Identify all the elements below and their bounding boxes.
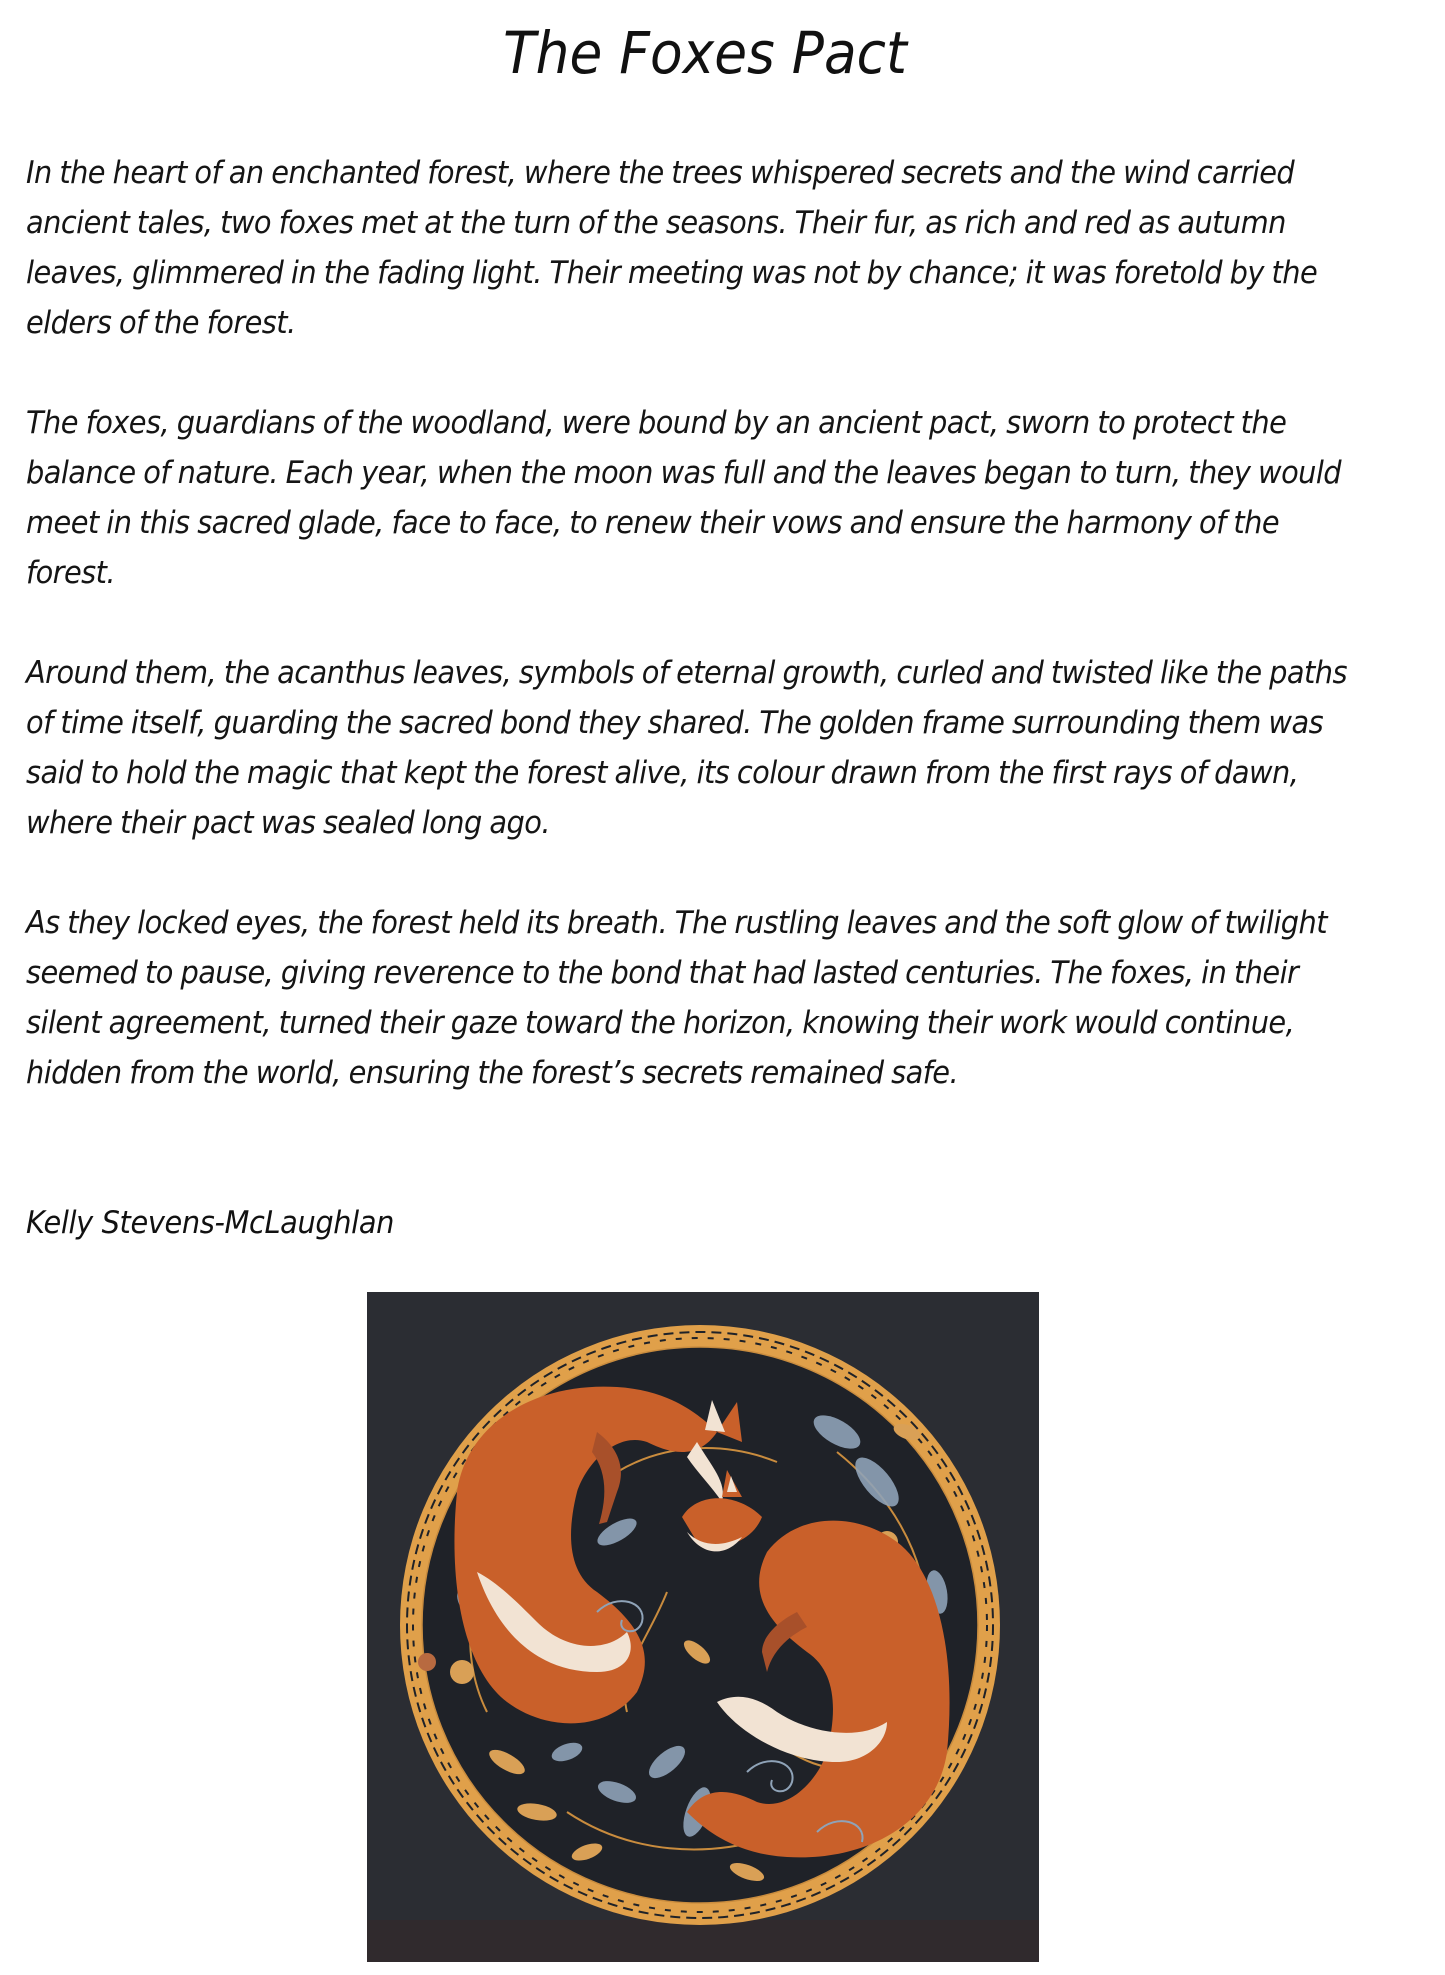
paragraph-line: meet in this sacred glade, face to face, to renew their vows and ensure the harmony of the [26,505,1280,541]
paragraph-line: leaves, glimmered in the fading light. Their meeting was not by chance; it was foretold by the [26,255,1318,291]
fox-illustration [367,1292,1039,1962]
paragraph-1 [26,148,1384,348]
paragraph-3 [26,648,1384,848]
paragraph-line: As they locked eyes, the forest held its breath. The rustling leaves and the soft glow of twilight [26,905,1328,941]
author-name: Kelly Stevens-McLaughlan [26,1205,395,1241]
paragraph-line: silent agreement, turned their gaze toward the horizon, knowing their work would continue, [26,1005,1295,1041]
paragraph-4 [26,898,1384,1098]
paragraph-line: ancient tales, two foxes met at the turn of the seasons. Their fur, as rich and red as autumn [26,205,1286,241]
paragraph-line: forest. [26,555,115,591]
paragraph-line: In the heart of an enchanted forest, where the trees whispered secrets and the wind carried [26,155,1295,191]
paragraph-line: said to hold the magic that kept the forest alive, its colour drawn from the first rays of dawn, [26,755,1299,791]
paragraph-line: seemed to pause, giving reverence to the bond that had lasted centuries. The foxes, in their [26,955,1299,991]
paragraph-line: Around them, the acanthus leaves, symbols of eternal growth, curled and twisted like the paths [26,655,1347,691]
paragraph-line: elders of the forest. [26,305,296,341]
paragraph-line: The foxes, guardians of the woodland, were bound by an ancient pact, sworn to protect the [26,405,1287,441]
paragraph-2 [26,398,1384,598]
page-title: The Foxes Pact [503,19,907,87]
paragraph-line: balance of nature. Each year, when the moon was full and the leaves began to turn, they would [26,455,1342,491]
paragraph-line: hidden from the world, ensuring the forest’s secrets remained safe. [26,1055,959,1091]
paragraph-line: of time itself, guarding the sacred bond they shared. The golden frame surrounding them was [26,705,1324,741]
fox-artwork-image [367,1292,1039,1962]
paragraph-line: where their pact was sealed long ago. [26,805,550,841]
